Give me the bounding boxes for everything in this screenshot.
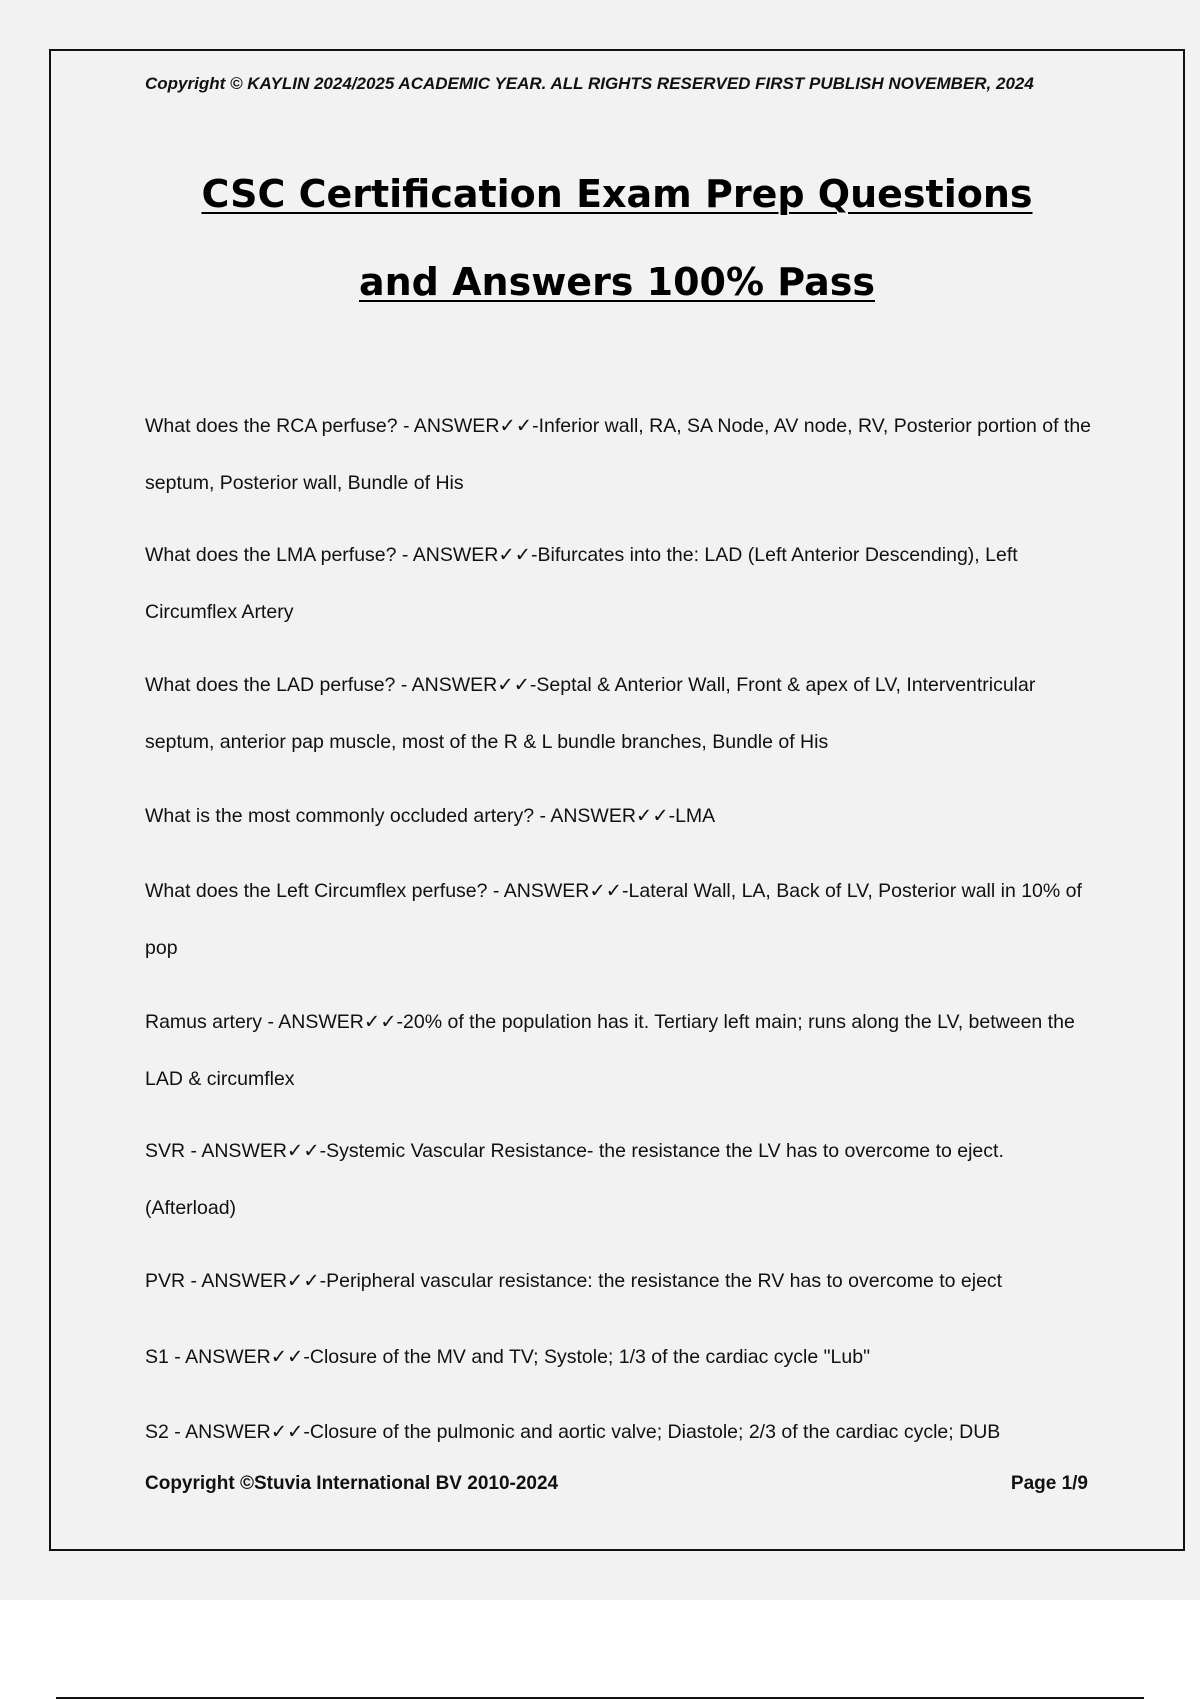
document-title-line-2: and Answers 100% Pass (358, 260, 875, 304)
qa-text: SVR - ANSWER✓✓-Systemic Vascular Resistance- the resistance the LV has to overcome to eject. (Afterload) (145, 1140, 1004, 1219)
qa-item (145, 398, 1100, 512)
qa-item (145, 527, 1100, 641)
qa-text: S1 - ANSWER✓✓-Closure of the MV and TV; Systole; 1/3 of the cardiac cycle "Lub" (145, 1346, 870, 1368)
document-title-line-1: CSC Certification Exam Prep Questions (201, 172, 1033, 216)
qa-text: What is the most commonly occluded artery? - ANSWER✓✓-LMA (145, 805, 716, 827)
qa-item (145, 1404, 1100, 1461)
qa-text: What does the RCA perfuse? - ANSWER✓✓-Inferior wall, RA, SA Node, AV node, RV, Posterior portion of the septum, Posterior wall, Bundle of His (145, 415, 1092, 494)
qa-item (145, 1329, 1100, 1386)
header-copyright: Copyright © KAYLIN 2024/2025 ACADEMIC YEAR. ALL RIGHTS RESERVED FIRST PUBLISH NOVEMBER, 2024 (145, 74, 1034, 93)
qa-text: What does the Left Circumflex perfuse? - ANSWER✓✓-Lateral Wall, LA, Back of LV, Posterior wall in 10% of pop (145, 880, 1082, 959)
qa-text: Ramus artery - ANSWER✓✓-20% of the population has it. Tertiary left main; runs along the LV, between the LAD & circumflex (145, 1011, 1075, 1090)
next-page-divider (56, 1697, 1144, 1699)
qa-text: S2 - ANSWER✓✓-Closure of the pulmonic and aortic valve; Diastole; 2/3 of the cardiac cycle; DUB (145, 1421, 1001, 1443)
qa-item (145, 994, 1100, 1108)
qa-text: What does the LMA perfuse? - ANSWER✓✓-Bifurcates into the: LAD (Left Anterior Descending), Left Circumflex Artery (145, 544, 1018, 623)
qa-item (145, 788, 1100, 845)
qa-text: What does the LAD perfuse? - ANSWER✓✓-Septal & Anterior Wall, Front & apex of LV, Interventricular septum, anterior pap muscle, most of the R & L bundle branches, Bundle of His (145, 674, 1036, 753)
qa-text: PVR - ANSWER✓✓-Peripheral vascular resistance: the resistance the RV has to overcome to eject (145, 1270, 1003, 1292)
footer-copyright: Copyright ©Stuvia International BV 2010-2024 (145, 1473, 559, 1494)
qa-item (145, 1123, 1100, 1237)
page-number: Page 1/9 (1010, 1473, 1088, 1494)
qa-item (145, 863, 1100, 977)
qa-item (145, 657, 1100, 771)
qa-item (145, 1253, 1100, 1310)
